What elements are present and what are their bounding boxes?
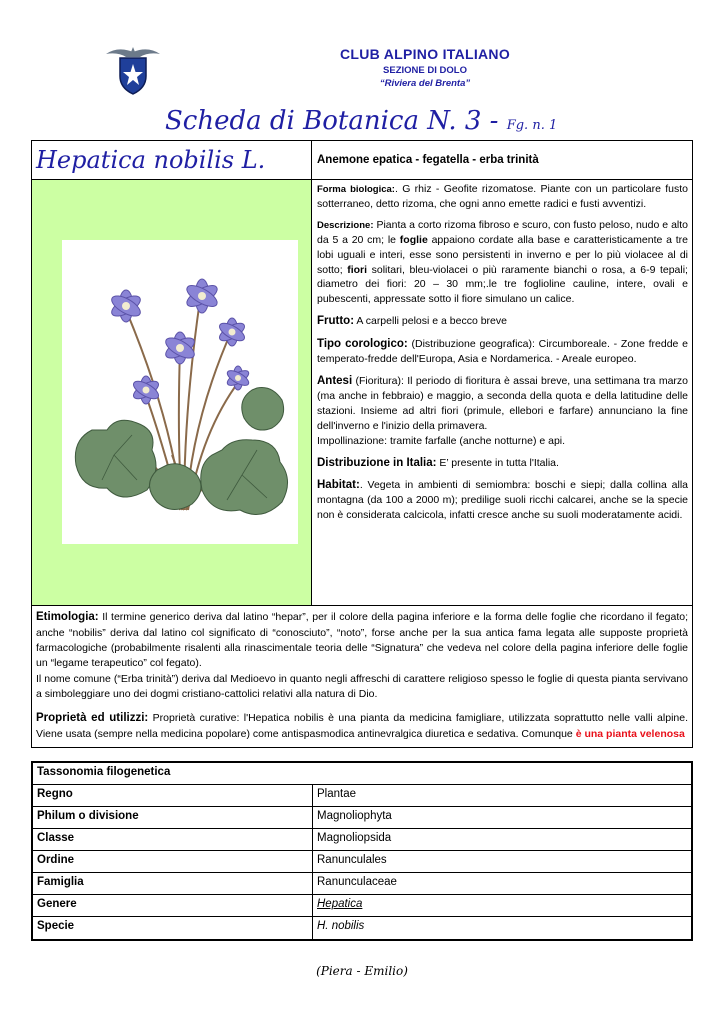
etimologia-text-2: Il nome comune (“Erba trinità”) deriva dal Medioevo in quanto negli affreschi di carattere religioso spesso le foglie di questa pianta servivano a simboleggiare uno dei dogmi cristiano-cattolici relativi alla natura di Dio.	[36, 672, 688, 701]
habitat: Habitat:. Vegeta in ambienti di semiombra: boschi e siepi; dalla collina alla montagna (da 100 a 2000 m); predilige suoli ricchi calcarei, anche se la specie non è considerata calcicola, infatti cresce anche su suoli moderatamente acidi.	[317, 479, 688, 522]
tipo-corologico: Tipo corologico: (Distribuzione geografica): Circumboreale. - Zone fredde e temperato-fredde dell'Europa, Asia e Nordamerica. - Areale europeo.	[317, 337, 689, 365]
taxonomy-key: Philum o divisione	[33, 807, 313, 828]
club-name: CLUB ALPINO ITALIANO	[339, 46, 511, 62]
table-row	[33, 873, 691, 895]
table-row	[33, 917, 691, 939]
hepatica-plant-illustration	[62, 240, 298, 544]
genus-link[interactable]: Hepatica	[317, 898, 363, 910]
table-row	[33, 895, 691, 917]
taxonomy-table	[31, 761, 693, 941]
authors-footer: (Piera - Emilio)	[316, 964, 408, 978]
poison-warning: è una pianta velenosa	[575, 728, 685, 741]
species-row	[32, 141, 692, 180]
etimologia-cell	[32, 606, 692, 747]
cai-logo	[104, 44, 162, 96]
table-row	[33, 851, 691, 873]
cai-star-shield-icon	[104, 44, 162, 96]
etimologia-row	[32, 606, 692, 747]
botany-sheet	[31, 140, 693, 748]
taxonomy-key: Specie	[33, 917, 313, 939]
proprieta-text: Proprietà curative: l'Hepatica nobilis è una pianta da medicina famigliare, utilizzata soprattutto nelle valli alpine. Viene usata (sempre nella medicina popolare) come antispasmodica antinevralgica diuretica e sedativa. Comunque	[36, 712, 688, 741]
illustration-cell	[32, 180, 312, 605]
etimologia-label: Etimologia:	[36, 611, 99, 623]
forma-biologica: Forma biologica:. G rhiz - Geofite rizomatose. Piante con un particolare fusto sotterraneo, detto rizoma, che ogni anno emette radici e fusti avventizi.	[317, 183, 688, 210]
etimologia-text-1: Il termine generico deriva dal latino “hepar”, per il colore della pagina inferiore e la forma delle foglie che ricordano il fegato; anche “nobilis” deriva dal latino col significato di “conosciuto”, “noto”, forse anche per la sua antica fama legata alle supposte proprietà farmacologiche (probabilmente risalenti alla rinascimentale teoria delle “Signatura” che vedeva nel colore della pagina inferiore delle foglie un “legame terapeutico” col fegato).	[36, 611, 688, 670]
taxonomy-title: Tassonomia filogenetica	[33, 763, 691, 785]
taxonomy-key: Genere	[33, 895, 313, 916]
plant-illustration	[62, 240, 298, 544]
taxonomy-value: H. nobilis	[317, 920, 365, 932]
sheet-title-text: Scheda di Botanica N. 3 -	[165, 106, 507, 136]
scientific-name: Hepatica nobilis L.	[32, 141, 312, 179]
sheet-ref: Fg. n. 1	[506, 118, 558, 133]
frutto: Frutto: A carpelli pelosi e a becco breve	[317, 315, 507, 328]
taxonomy-key: Regno	[33, 785, 313, 806]
table-row	[33, 807, 691, 829]
table-row	[33, 785, 691, 807]
taxonomy-value: Ranunculaceae	[317, 876, 397, 888]
taxonomy-value: Magnoliopsida	[317, 832, 392, 844]
taxonomy-value: Magnoliophyta	[317, 810, 392, 822]
club-subsection: “Riviera del Brenta”	[379, 78, 471, 89]
taxonomy-value: Plantae	[317, 788, 357, 800]
antesi: Antesi (Fioritura): Il periodo di fioritura è assai breve, una settimana tra marzo (ma anche in febbraio) e maggio, a seconda della quota e della latitudine delle stazioni. Insieme ad altri fiori (primule, ellebori e farfare) annunciano la fine dell'inverno e l'inizio della primavera.	[317, 374, 688, 432]
sheet-title	[165, 106, 557, 136]
taxonomy-key: Famiglia	[33, 873, 313, 894]
distribuzione-italia: Distribuzione in Italia: E’ presente in tutta l'Italia.	[317, 456, 559, 469]
taxonomy-key: Classe	[33, 829, 313, 850]
table-row	[33, 829, 691, 851]
description-row	[32, 180, 692, 606]
impollinazione: Impollinazione: tramite farfalle (anche notturne) e api.	[317, 434, 566, 447]
taxonomy-key: Ordine	[33, 851, 313, 872]
descrizione: Descrizione: Pianta a corto rizoma fibroso e scuro, con fusto peloso, nudo e alto da 5 a 20 cm; le foglie appaiono cordate alla base e caratteristicamente a tre lobi uguali e interi, esse sono persistenti in inverno e per lo più violacee al di sotto; fiori solitari, bleu-violacei o più raramente bianchi o rosa, a 6-9 tepali; diametro dei fiori: 20 – 30 mm;.le tre foglioline cauline, intere, ovali e pubescenti, appressate sotto il fiore simulano un calice.	[317, 218, 688, 306]
proprieta-label: Proprietà ed utilizzi:	[36, 712, 149, 725]
club-header	[270, 46, 580, 89]
common-names: Anemone epatica - fegatella - erba trinità	[317, 154, 539, 166]
taxonomy-value: Ranunculales	[317, 854, 387, 866]
club-section: SEZIONE DI DOLO	[383, 65, 467, 76]
description-cell	[312, 180, 692, 605]
